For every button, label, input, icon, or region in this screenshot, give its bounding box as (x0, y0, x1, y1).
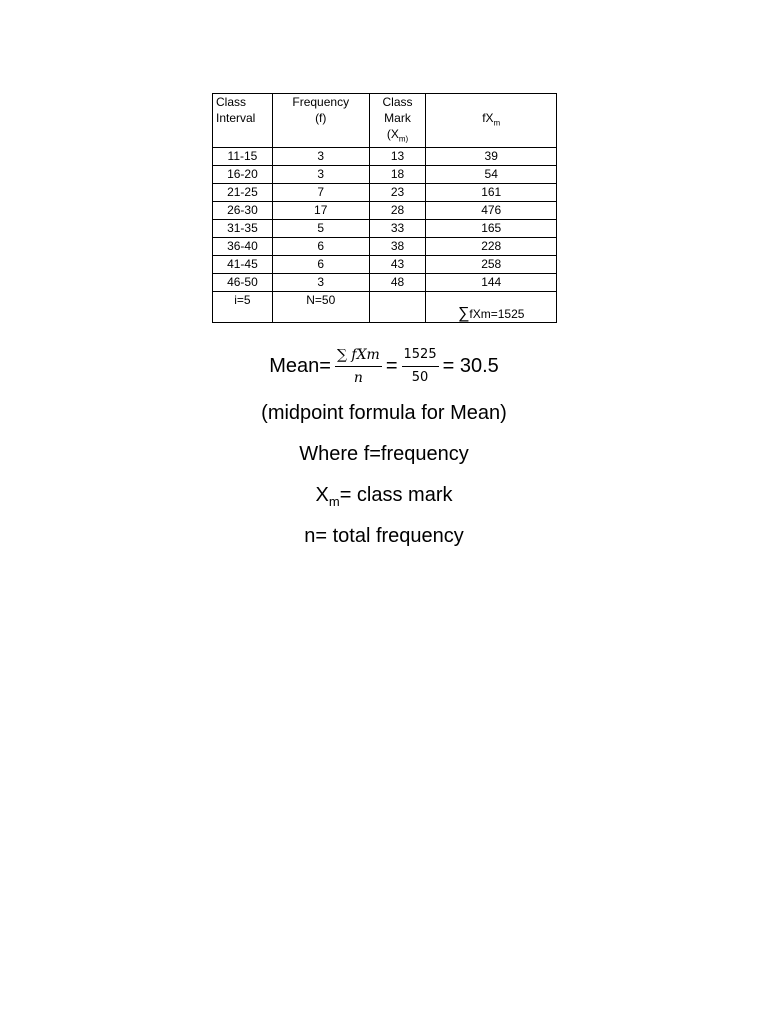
symbolic-fraction (335, 346, 382, 387)
numeric-numerator: 1525 (402, 346, 439, 367)
symbolic-numerator: ∑ fXm (335, 346, 382, 367)
cell-class-interval: 26-30 (213, 202, 273, 220)
cell-fxm: 39 (426, 148, 557, 166)
sum-fxm-text: fXm=1525 (469, 307, 525, 322)
cell-fxm: 144 (426, 274, 557, 292)
midpoint-note: (midpoint formula for Mean) (261, 402, 507, 424)
table-row (213, 256, 557, 274)
cell-class-mark: 18 (369, 166, 426, 184)
cell-class-mark: 13 (369, 148, 426, 166)
cell-fxm: 258 (426, 256, 557, 274)
xm-note: $X_m=$ class mark (315, 484, 453, 509)
cell-class-mark: 48 (369, 274, 426, 292)
mean-result: = 30.5 (442, 355, 499, 377)
cell-class-mark: 38 (369, 238, 426, 256)
sigma-symbol: ∑ (457, 305, 470, 323)
numeric-fraction (402, 346, 439, 387)
header-fxm: $fX_m$ (426, 94, 557, 148)
cell-class-interval: 16-20 (213, 166, 273, 184)
cell-frequency: 3 (272, 166, 369, 184)
table-row (213, 238, 557, 256)
cell-fxm: 54 (426, 166, 557, 184)
cell-class-interval: 31-35 (213, 220, 273, 238)
table-row (213, 202, 557, 220)
table-row (213, 274, 557, 292)
cell-class-interval: 36-40 (213, 238, 273, 256)
cell-class-mark: 23 (369, 184, 426, 202)
table-row (213, 166, 557, 184)
cell-frequency: 5 (272, 220, 369, 238)
cell-frequency: 7 (272, 184, 369, 202)
cell-fxm: 161 (426, 184, 557, 202)
header-class-mark: Class Mark ($X_{m)}$ (369, 94, 426, 148)
cell-frequency: 3 (272, 274, 369, 292)
cell-fxm: 476 (426, 202, 557, 220)
cell-empty (369, 292, 426, 323)
table-total-row (213, 292, 557, 323)
cell-frequency: 6 (272, 256, 369, 274)
where-note: Where f=frequency (299, 443, 469, 465)
header-frequency: Frequency (f) (272, 94, 369, 148)
cell-class-interval: 21-25 (213, 184, 273, 202)
symbolic-denominator: n (353, 370, 363, 386)
cell-class-interval: 11-15 (213, 148, 273, 166)
table-row (213, 220, 557, 238)
cell-interval-width: i=5 (213, 292, 273, 323)
frequency-table (212, 93, 557, 323)
cell-class-mark: 28 (369, 202, 426, 220)
table-row (213, 148, 557, 166)
cell-sum-fxm (426, 292, 557, 323)
table-row (213, 184, 557, 202)
n-note: n= total frequency (304, 525, 464, 547)
cell-frequency: 3 (272, 148, 369, 166)
equals-sign: = (385, 355, 398, 377)
cell-frequency: 6 (272, 238, 369, 256)
mean-label: Mean= (269, 355, 331, 377)
cell-fxm: 228 (426, 238, 557, 256)
table-header-row (213, 94, 557, 148)
cell-class-interval: 41-45 (213, 256, 273, 274)
header-class-interval: Class Interval (213, 94, 273, 148)
numeric-denominator: 50 (411, 370, 429, 385)
cell-total-frequency: N=50 (272, 292, 369, 323)
cell-class-interval: 46-50 (213, 274, 273, 292)
cell-frequency: 17 (272, 202, 369, 220)
cell-class-mark: 43 (369, 256, 426, 274)
mean-formula (0, 346, 768, 387)
cell-fxm: 165 (426, 220, 557, 238)
cell-class-mark: 33 (369, 220, 426, 238)
